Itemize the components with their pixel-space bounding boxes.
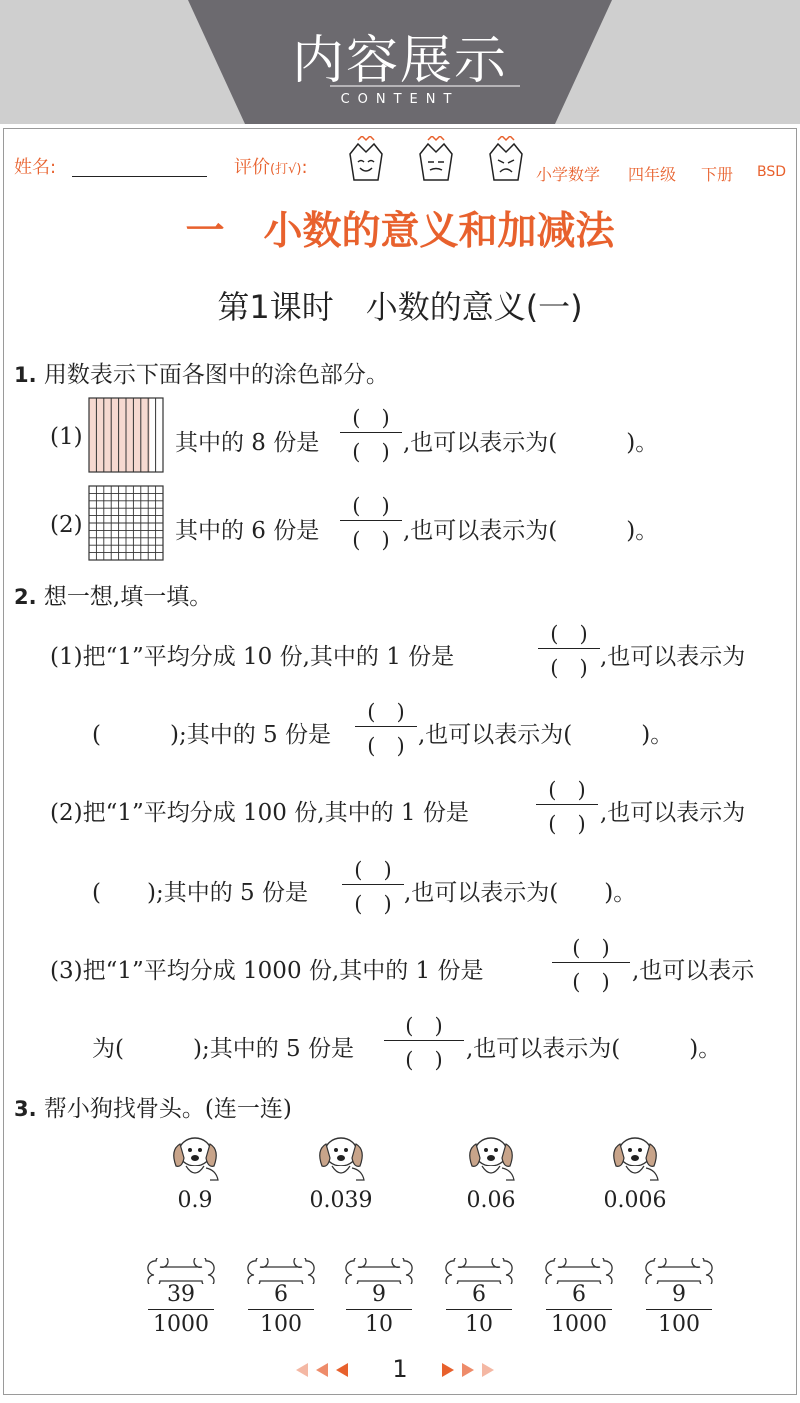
banner-title: 内容展示	[291, 31, 508, 91]
question-stem: 用数表示下面各图中的涂色部分。	[43, 362, 389, 388]
bone-denominator: 1000	[153, 1312, 209, 1337]
bone-denominator: 10	[465, 1312, 493, 1337]
fraction-blank[interactable]	[552, 932, 630, 992]
denominator-blank[interactable]: ( )	[548, 812, 586, 836]
fraction-bar	[355, 726, 417, 727]
fraction-bar	[546, 1309, 612, 1310]
numerator-blank[interactable]: ( )	[405, 1014, 443, 1038]
bone-fraction	[446, 1282, 512, 1338]
right-arrows-icon	[442, 1360, 502, 1380]
dog-value: 0.006	[603, 1188, 667, 1213]
q2-part1-line2b: ,也可以表示为( )。	[418, 722, 674, 748]
q2-part3-line2a: 为( );其中的 5 份是	[92, 1036, 354, 1062]
question-2	[14, 578, 212, 611]
bone-denominator: 1000	[551, 1312, 607, 1337]
q2-part3-line1: (3)把“1”平均分成 1000 份,其中的 1 份是	[50, 958, 484, 984]
q1-part2-text: 其中的 6 份是	[175, 518, 320, 544]
fraction-bar	[552, 962, 630, 963]
numerator-blank[interactable]: ( )	[550, 622, 588, 646]
fraction-bar	[340, 432, 402, 433]
rating-label: 评价	[234, 157, 270, 178]
numerator-blank[interactable]: ( )	[352, 494, 390, 518]
question-number: 2.	[14, 585, 37, 609]
bone-numerator: 39	[167, 1282, 195, 1307]
dog-icon	[436, 1130, 546, 1184]
question-3	[14, 1090, 292, 1123]
grid-diagram	[88, 485, 164, 561]
q2-part3-line2b: ,也可以表示为( )。	[466, 1036, 722, 1062]
q2-part3-line1b: ,也可以表示	[632, 958, 755, 984]
dog-icon	[580, 1130, 690, 1184]
dog-icon	[140, 1130, 250, 1184]
q2-part2-line1: (2)把“1”平均分成 100 份,其中的 1 份是	[50, 800, 469, 826]
fraction-bar	[646, 1309, 712, 1310]
bone-icon	[146, 1258, 216, 1284]
lesson-title: 第1课时 小数的意义(一)	[217, 288, 583, 326]
bone-numerator: 9	[372, 1282, 386, 1307]
fraction-bar	[384, 1040, 464, 1041]
banner-subtitle: CONTENT	[340, 92, 460, 107]
q2-part1-line1b: ,也可以表示为	[600, 644, 746, 670]
bone-fraction	[546, 1282, 612, 1338]
question-stem: 想一想,填一填。	[43, 584, 213, 610]
denominator-blank[interactable]: ( )	[367, 734, 405, 758]
fraction-bar	[446, 1309, 512, 1310]
edition-label: BSD	[757, 164, 787, 180]
dog-item[interactable]	[286, 1130, 396, 1213]
numerator-blank[interactable]: ( )	[548, 778, 586, 802]
q2-part2-line2b: ,也可以表示为( )。	[404, 880, 637, 906]
dog-item[interactable]	[140, 1130, 250, 1213]
bone-numerator: 6	[472, 1282, 486, 1307]
denominator-blank[interactable]: ( )	[354, 892, 392, 916]
fraction-bar	[148, 1309, 214, 1310]
bone-numerator: 9	[672, 1282, 686, 1307]
dog-value: 0.9	[177, 1188, 213, 1213]
q1-part2-label: (2)	[50, 512, 83, 538]
fraction-blank[interactable]	[538, 618, 600, 678]
numerator-blank[interactable]: ( )	[352, 406, 390, 430]
q2-part1-line1: (1)把“1”平均分成 10 份,其中的 1 份是	[50, 644, 455, 670]
question-1	[14, 356, 389, 389]
fraction-bar	[346, 1309, 412, 1310]
question-number: 3.	[14, 1097, 37, 1121]
q1-part1-label: (1)	[50, 424, 83, 450]
question-stem: 帮小狗找骨头。(连一连)	[43, 1096, 292, 1122]
name-label: 姓名:	[14, 157, 57, 178]
bone-denominator: 100	[658, 1312, 700, 1337]
fraction-bar	[536, 804, 598, 805]
bone-fraction	[346, 1282, 412, 1338]
denominator-blank[interactable]: ( )	[405, 1048, 443, 1072]
fraction-bar	[248, 1309, 314, 1310]
dog-icon	[286, 1130, 396, 1184]
term-label: 下册	[701, 165, 734, 184]
fraction-blank[interactable]	[340, 402, 402, 462]
question-number: 1.	[14, 363, 37, 387]
bone-fraction	[248, 1282, 314, 1338]
rating-note: (打√)	[270, 162, 302, 177]
sad-face-icon[interactable]	[490, 136, 522, 180]
fraction-blank[interactable]	[342, 854, 404, 914]
q1-part2-text-b: ,也可以表示为( )。	[403, 518, 659, 544]
fraction-bar	[340, 520, 402, 521]
bone-numerator: 6	[572, 1282, 586, 1307]
denominator-blank[interactable]: ( )	[352, 440, 390, 464]
bone-fraction	[646, 1282, 712, 1338]
fraction-blank[interactable]	[340, 490, 402, 550]
q2-part2-line1b: ,也可以表示为	[600, 800, 746, 826]
bone-numerator: 6	[274, 1282, 288, 1307]
bone-icon	[344, 1258, 414, 1284]
q2-part2-line2a: ( );其中的 5 份是	[92, 880, 308, 906]
strip-diagram	[88, 397, 164, 473]
denominator-blank[interactable]: ( )	[550, 656, 588, 680]
bone-icon	[246, 1258, 316, 1284]
bone-icon	[544, 1258, 614, 1284]
page-number: 1	[392, 1355, 408, 1383]
unit-title: 一 小数的意义和加减法	[185, 209, 615, 254]
denominator-blank[interactable]: ( )	[352, 528, 390, 552]
fraction-blank[interactable]	[355, 696, 417, 756]
bone-icon	[644, 1258, 714, 1284]
fraction-bar	[342, 884, 404, 885]
numerator-blank[interactable]: ( )	[572, 936, 610, 960]
happy-face-icon[interactable]	[350, 136, 382, 180]
bone-denominator: 100	[260, 1312, 302, 1337]
q1-part1-text-b: ,也可以表示为( )。	[403, 430, 659, 456]
left-arrows-icon	[296, 1360, 356, 1380]
numerator-blank[interactable]: ( )	[367, 700, 405, 724]
dog-value: 0.039	[309, 1188, 373, 1213]
subject-label: 小学数学	[536, 165, 601, 184]
grade-label: 四年级	[628, 165, 677, 184]
bone-denominator: 10	[365, 1312, 393, 1337]
denominator-blank[interactable]: ( )	[572, 970, 610, 994]
rating-colon: :	[301, 157, 308, 178]
q1-part1-text: 其中的 8 份是	[175, 430, 320, 456]
bone-fraction	[148, 1282, 214, 1338]
q2-part1-line2a: ( );其中的 5 份是	[92, 722, 331, 748]
rating-faces[interactable]	[340, 136, 540, 188]
fraction-blank[interactable]	[384, 1010, 464, 1070]
fraction-bar	[538, 648, 600, 649]
dog-item[interactable]	[436, 1130, 546, 1213]
bone-icon	[444, 1258, 514, 1284]
numerator-blank[interactable]: ( )	[354, 858, 392, 882]
neutral-face-icon[interactable]	[420, 136, 452, 180]
dog-item[interactable]	[580, 1130, 690, 1213]
name-blank[interactable]	[72, 176, 207, 177]
dog-value: 0.06	[466, 1188, 516, 1213]
fraction-blank[interactable]	[536, 774, 598, 834]
